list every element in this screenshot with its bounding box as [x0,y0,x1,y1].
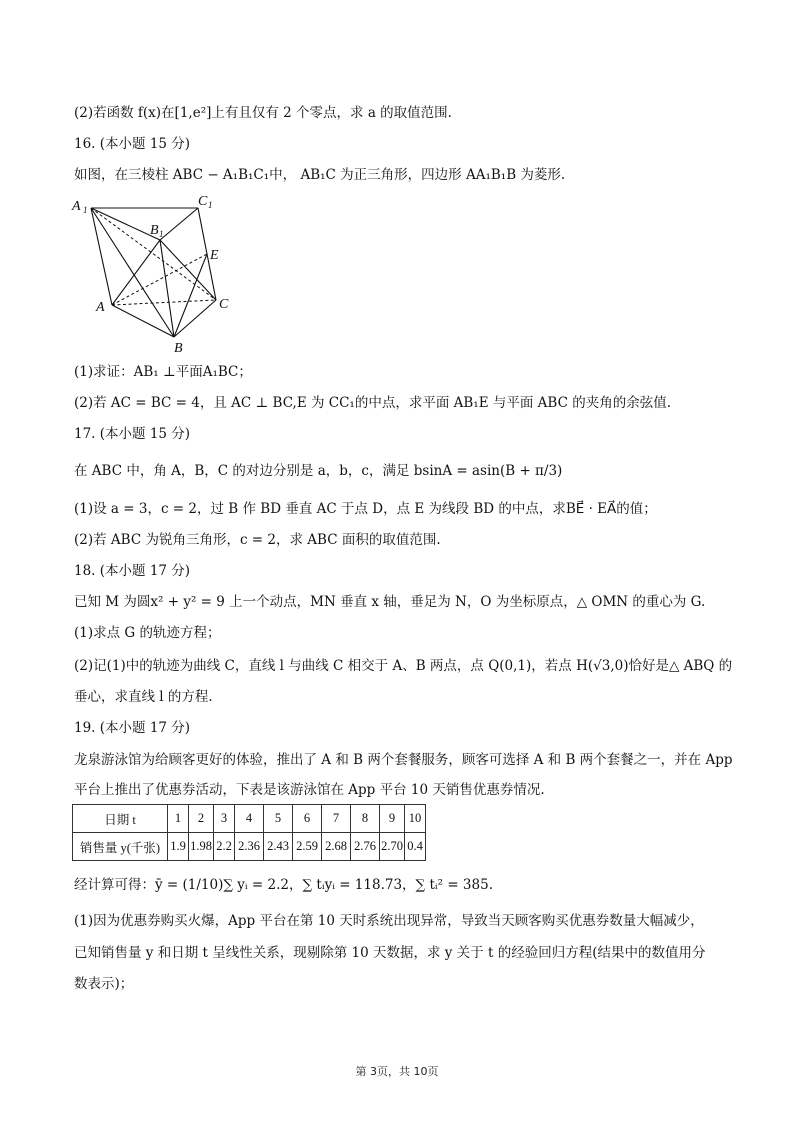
cell-t: 4 [235,805,264,833]
cell-y: 2.76 [351,833,380,861]
cell-t: 7 [322,805,351,833]
cell-y: 1.9 [168,833,189,861]
q18-intro: 已知 M 为圆x² + y² = 9 上一个动点，MN 垂直 x 轴，垂足为 N，O 为坐标原点，△ OMN 的重心为 G. [74,594,706,610]
q18-part1: (1)求点 G 的轨迹方程； [74,625,221,641]
cell-y: 2.43 [264,833,293,861]
label-E: E [210,248,219,263]
cell-y: 2.68 [322,833,351,861]
cell-t: 9 [380,805,405,833]
q19-intro-line1: 龙泉游泳馆为给顾客更好的体验，推出了 A 和 B 两个套餐服务，顾客可选择 A 和 B 两个套餐之一，并在 App [74,752,733,768]
q17-heading: 17. (本小题 15 分) [74,426,191,442]
label-B1: B [150,223,159,238]
cell-y: 2.70 [380,833,405,861]
q17-part2: (2)若 ABC 为锐角三角形，c = 2，求 ABC 面积的取值范围. [74,532,441,548]
cell-t: 1 [168,805,189,833]
q17-intro: 在 ABC 中，角 A，B，C 的对边分别是 a，b，c，满足 bsinA = asin(B + π/3) [74,463,563,479]
label-B1-sub: 1 [159,229,164,239]
q15-part2: (2)若函数 f(x)在[1,e²]上有且仅有 2 个零点，求 a 的取值范围. [74,105,452,121]
cell-y: 2.59 [293,833,322,861]
sales-table [72,804,426,861]
q16-intro: 如图，在三棱柱 ABC − A₁B₁C₁中， AB₁C 为正三角形，四边形 AA₁B₁B 为菱形. [74,167,566,183]
q19-intro-line2: 平台上推出了优惠券活动，下表是该游泳馆在 App 平台 10 天销售优惠券情况. [74,782,545,798]
cell-y: 2.36 [235,833,264,861]
label-A1-sub: 1 [83,205,88,215]
cell-y: 0.4 [405,833,426,861]
label-C: C [219,297,229,312]
cell-t: 6 [293,805,322,833]
q18-part2-line1: (2)记(1)中的轨迹为曲线 C，直线 l 与曲线 C 相交于 A、B 两点，点 Q(0,1)，若点 H(√3,0)恰好是△ ABQ 的 [74,658,733,674]
table-row-date [73,805,426,833]
q19-part1-line1: (1)因为优惠券购买火爆，App 平台在第 10 天时系统出现异常，导致当天顾客购买优惠券数量大幅减少， [74,913,704,929]
label-A1: A [72,199,81,214]
q18-heading: 18. (本小题 17 分) [74,563,191,579]
q19-calc: 经计算可得：ȳ = (1/10)∑ yᵢ = 2.2，∑ tᵢyᵢ = 118.73，∑ tᵢ² = 385. [74,877,493,893]
cell-t: 8 [351,805,380,833]
q18-part2-line2: 垂心，求直线 l 的方程. [74,689,213,705]
page-footer: 第 3页，共 10页 [355,1065,439,1078]
cell-t: 5 [264,805,293,833]
q19-heading: 19. (本小题 17 分) [74,720,191,736]
q19-part1-line3: 数表示)； [74,976,134,992]
row-header-sales: 销售量 y(千张) [73,833,168,861]
cell-t: 2 [189,805,214,833]
prism-figure [70,190,240,355]
q16-heading: 16. (本小题 15 分) [74,136,191,152]
label-A: A [96,300,105,315]
cell-y: 1.98 [189,833,214,861]
row-header-date: 日期 t [73,805,168,833]
cell-t: 3 [214,805,235,833]
label-B: B [174,341,183,355]
cell-t: 10 [405,805,426,833]
label-C1: C [198,194,208,209]
q19-part1-line2: 已知销售量 y 和日期 t 呈线性关系，现剔除第 10 天数据，求 y 关于 t 的经验回归方程(结果中的数值用分 [74,945,706,961]
label-C1-sub: 1 [208,200,213,210]
q16-part2: (2)若 AC = BC = 4，且 AC ⊥ BC,E 为 CC₁的中点，求平面 AB₁E 与平面 ABC 的夹角的余弦值. [74,395,671,411]
table-row-sales [73,833,426,861]
q16-part1: (1)求证：AB₁ ⊥平面A₁BC； [74,364,252,380]
q17-part1: (1)设 a = 3，c = 2，过 B 作 BD 垂直 AC 于点 D，点 E 为线段 BD 的中点，求BE⃗ · EA⃗的值； [74,501,657,517]
cell-y: 2.2 [214,833,235,861]
